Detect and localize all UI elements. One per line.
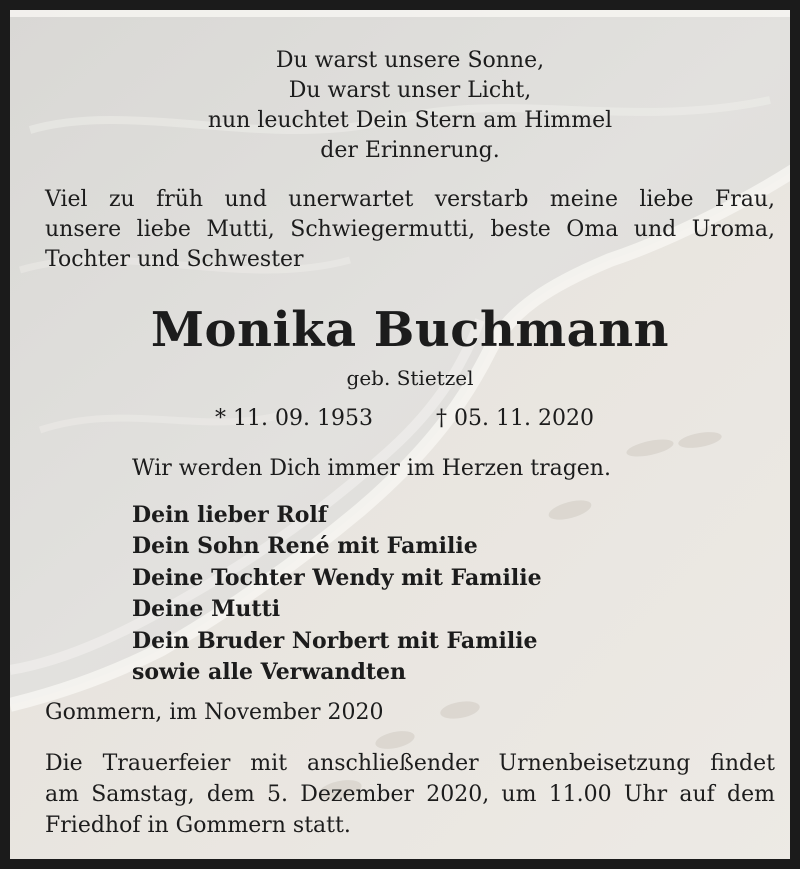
mourner-entry: Deine Tochter Wendy mit Familie [132,564,542,591]
mourners-list [132,500,542,688]
announcement-line: unsere liebe Mutti, Schwiegermutti, beste Oma und Uroma, [45,217,775,242]
death-announcement-text [45,185,775,275]
death-date: † 05. 11. 2020 [436,406,594,431]
funeral-information [45,748,775,841]
funeral-line: am Samstag, dem 5. Dezember 2020, um 11.00 Uhr auf dem [45,782,775,807]
announcement-line: Tochter und Schwester [45,247,304,272]
poem-line: der Erinnerung. [320,138,500,163]
funeral-line: Die Trauerfeier mit anschließender Urnenbeisetzung findet [45,751,775,776]
mourner-entry: Dein lieber Rolf [132,502,328,528]
mourner-entry: Deine Mutti [132,596,281,623]
poem-line: Du warst unsere Sonne, [275,48,545,73]
birth-date: * 11. 09. 1953 [215,406,373,431]
poem-line: Du warst unser Licht, [288,78,532,103]
funeral-line: Friedhof in Gommern statt. [45,813,351,838]
mourner-entry: Dein Sohn René mit Familie [132,533,478,560]
mourner-entry: sowie alle Verwandten [132,659,407,686]
birth-name: geb. Stietzel [346,366,474,390]
announcement-line: Viel zu früh und unerwartet verstarb meine liebe Frau, [45,187,775,212]
poem-line: nun leuchtet Dein Stern am Himmel [207,108,613,133]
memorial-poem [110,46,710,166]
place-and-date: Gommern, im November 2020 [45,700,384,725]
mourner-entry: Dein Bruder Norbert mit Familie [132,627,538,654]
obituary-content [10,10,800,869]
memorial-motto: Wir werden Dich immer im Herzen tragen. [132,456,611,481]
deceased-name: Monika Buchmann [150,302,670,358]
